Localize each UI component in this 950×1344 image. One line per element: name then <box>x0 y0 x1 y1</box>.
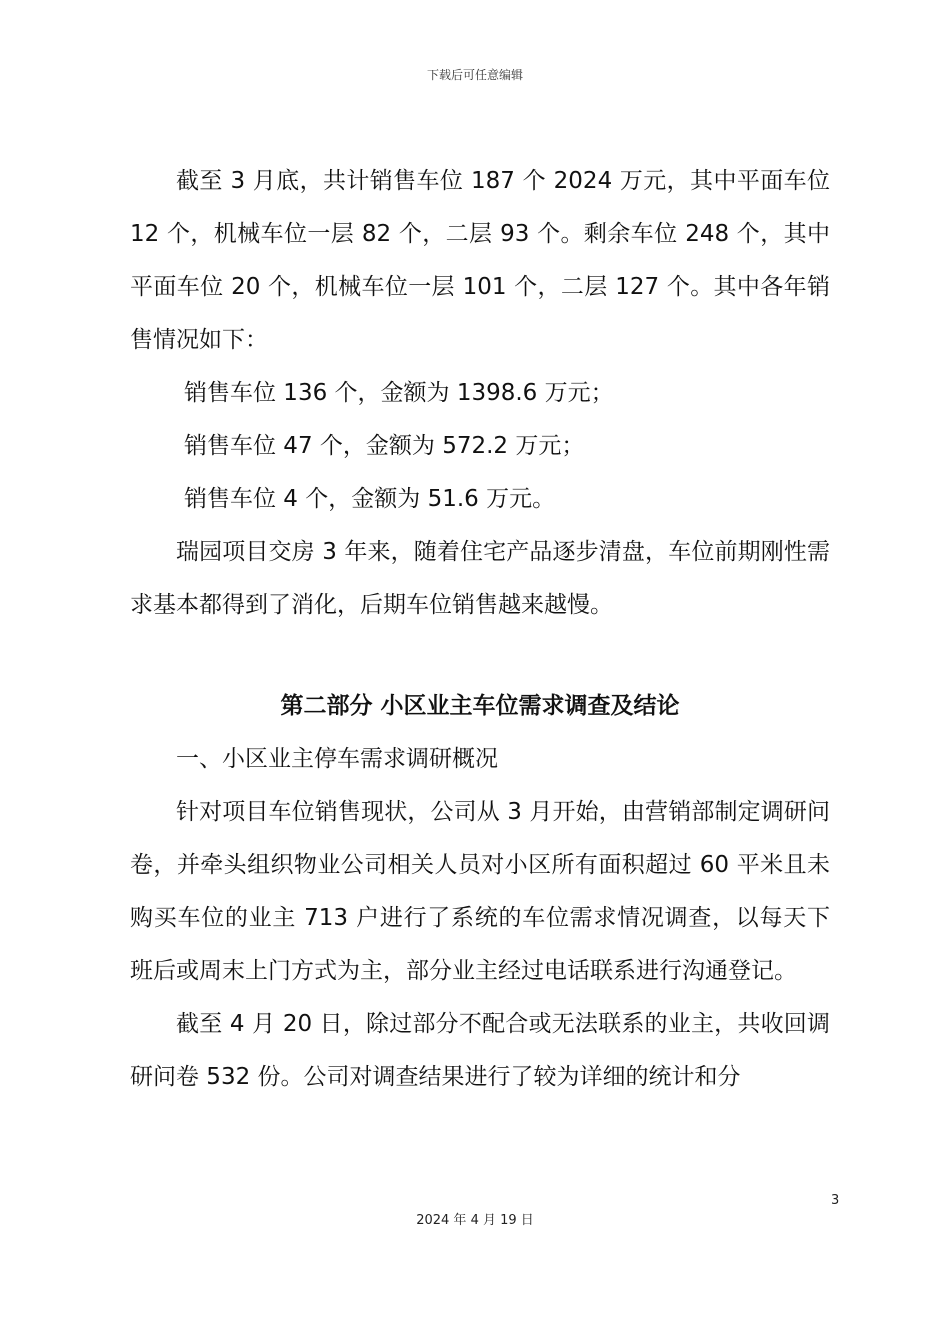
header-note: 下载后可任意编辑 <box>426 68 523 82</box>
paragraph-results: 截至 4 月 20 日，除过部分不配合或无法联系的业主，共收回调研问卷 532 份。公司对调查结果进行了较为详细的统计和分 <box>130 1011 830 1090</box>
subheading: 一、小区业主停车需求调研概况 <box>176 746 498 772</box>
section-spacer <box>130 632 830 680</box>
paragraph-demand-status: 瑞园项目交房 3 年来，随着住宅产品逐步清盘，车位前期刚性需求基本都得到了消化，后期车位销售越来越慢。 <box>130 539 830 618</box>
page-number: 3 <box>831 1193 840 1208</box>
paragraph-sales-summary: 截至 3 月底，共计销售车位 187 个 2024 万元，其中平面车位 12 个，机械车位一层 82 个，二层 93 个。剩余车位 248 个，其中平面车位 20 个，机械车位一层 101 个，二层 127 个。其中各年销售情况如下： <box>130 168 830 353</box>
section-title: 第二部分 小区业主车位需求调查及结论 <box>280 693 680 719</box>
footer-date: 2024 年 4 月 19 日 <box>416 1213 534 1228</box>
list-item: 销售车位 47 个，金额为 572.2 万元； <box>184 433 585 459</box>
list-item: 销售车位 136 个，金额为 1398.6 万元； <box>184 380 614 406</box>
document-body <box>130 155 830 1104</box>
list-item: 销售车位 4 个，金额为 51.6 万元。 <box>184 486 556 512</box>
paragraph-survey: 针对项目车位销售现状，公司从 3 月开始，由营销部制定调研问卷，并牵头组织物业公司相关人员对小区所有面积超过 60 平米且未购买车位的业主 713 户进行了系统的车位需求情况调查，以每天下班后或周末上门方式为主，部分业主经过电话联系进行沟通登记。 <box>130 799 830 984</box>
